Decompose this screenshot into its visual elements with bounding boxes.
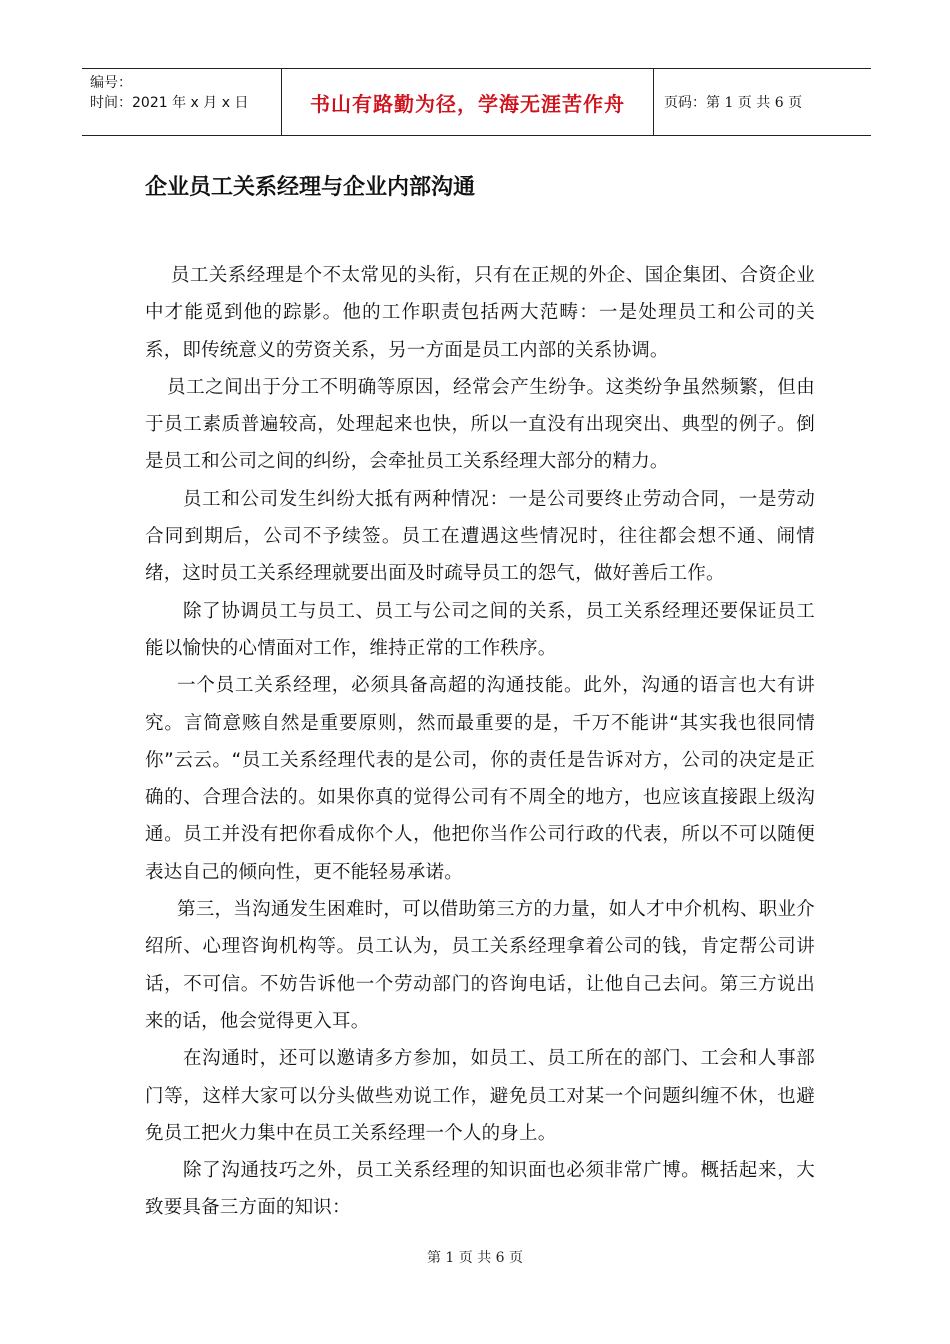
date-label: 时间：2021 年 x 月 x 日 [90, 95, 249, 111]
paragraph: 除了沟通技巧之外，员工关系经理的知识面也必须非常广博。概括起来，大致要具备三方面的知识： [145, 1160, 815, 1219]
header-meta [82, 69, 282, 135]
document-body [145, 257, 815, 1227]
paragraph: 员工和公司发生纠纷大抵有两种情况：一是公司要终止劳动合同，一是劳动合同到期后，公司不予续签。员工在遭遇这些情况时，往往都会想不通、闹情绪，这时员工关系经理就要出面及时疏导员工的怨气，做好善后工作。 [145, 488, 815, 585]
serial-number-label: 编号： [90, 75, 132, 91]
document-title: 企业员工关系经理与企业内部沟通 [145, 175, 476, 200]
header-page-info: 页码：第 1 页 共 6 页 [664, 95, 803, 111]
paragraph: 一个员工关系经理，必须具备高超的沟通技能。此外，沟通的语言也大有讲究。言简意赅自然是重要原则，然而最重要的是，千万不能讲“其实我也很同情你”云云。“员工关系经理代表的是公司，你的责任是告诉对方，公司的决定是正确的、合理合法的。如果你真的觉得公司有不周全的地方，也应该直接跟上级沟通。员工并没有把你看成你个人，他把你当作公司行政的代表，所以不可以随便表达自己的倾向性，更不能轻易承诺。 [145, 675, 815, 883]
paragraph: 员工之间出于分工不明确等原因，经常会产生纷争。这类纷争虽然频繁，但由于员工素质普遍较高，处理起来也快，所以一直没有出现突出、典型的例子。倒是员工和公司之间的纠纷，会牵扯员工关系经理大部分的精力。 [145, 376, 815, 473]
paragraph: 除了协调员工与员工、员工与公司之间的关系，员工关系经理还要保证员工能以愉快的心情面对工作，维持正常的工作秩序。 [145, 600, 815, 659]
header-motto: 书山有路勤为径，学海无涯苦作舟 [282, 69, 654, 135]
page-footer: 第 1 页 共 6 页 [426, 1250, 524, 1266]
paragraph: 在沟通时，还可以邀请多方参加，如员工、员工所在的部门、工会和人事部门等，这样大家可以分头做些劝说工作，避免员工对某一个问题纠缠不休，也避免员工把火力集中在员工关系经理一个人的身上。 [145, 1048, 815, 1144]
page-header [82, 68, 871, 136]
paragraph: 员工关系经理是个不太常见的头衔，只有在正规的外企、国企集团、合资企业中才能觅到他的踪影。他的工作职责包括两大范畴：一是处理员工和公司的关系，即传统意义的劳资关系，另一方面是员工内部的关系协调。 [145, 265, 815, 361]
paragraph: 第三，当沟通发生困难时，可以借助第三方的力量，如人才中介机构、职业介绍所、心理咨询机构等。员工认为，员工关系经理拿着公司的钱，肯定帮公司讲话，不可信。不妨告诉他一个劳动部门的咨询电话，让他自己去问。第三方说出来的话，他会觉得更入耳。 [145, 899, 815, 1032]
